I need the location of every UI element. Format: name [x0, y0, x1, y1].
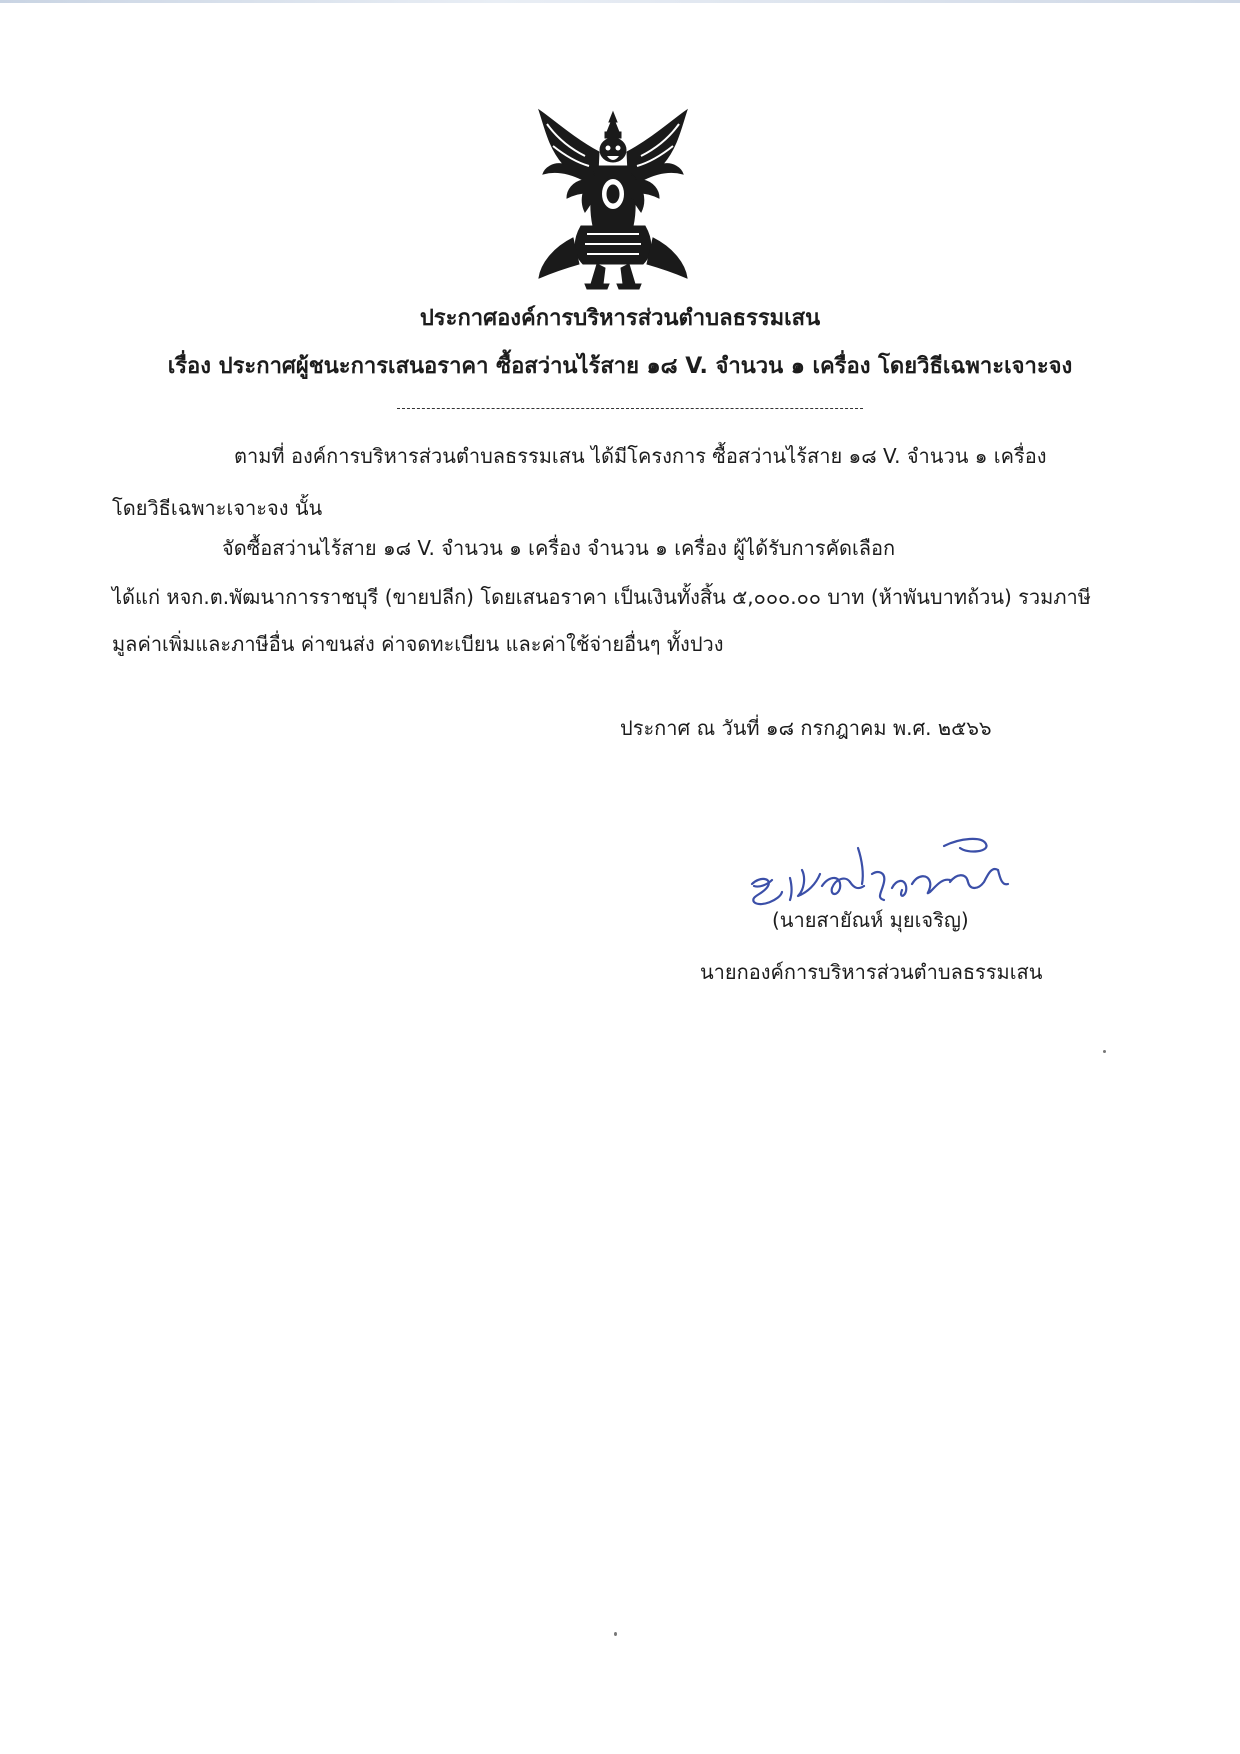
signer-name: (นายสายัณห์ มุยเจริญ)	[772, 908, 969, 932]
scan-speck	[614, 1632, 617, 1636]
announcement-subject: เรื่อง ประกาศผู้ชนะการเสนอราคา ซื้อสว่านไร้สาย ๑๘ V. จำนวน ๑ เครื่อง โดยวิธีเฉพาะเจาะจง	[167, 354, 1073, 379]
handwritten-signature	[746, 826, 1042, 908]
dashed-divider	[397, 408, 863, 409]
scan-edge	[0, 0, 1240, 3]
body-paragraph-2-line-1: จัดซื้อสว่านไร้สาย ๑๘ V. จำนวน ๑ เครื่อง จำนวน ๑ เครื่อง ผู้ได้รับการคัดเลือก	[222, 536, 896, 560]
body-paragraph-2-line-2: ได้แก่ หจก.ต.พัฒนาการราชบุรี (ขายปลีก) โดยเสนอราคา เป็นเงินทั้งสิ้น ๕,๐๐๐.๐๐ บาท (ห้าพันบาทถ้วน) รวมภาษี	[112, 585, 1091, 609]
scan-speck	[1103, 1050, 1106, 1053]
garuda-emblem-icon	[533, 108, 693, 290]
signer-position: นายกองค์การบริหารส่วนตำบลธรรมเสน	[700, 960, 1043, 984]
announcement-title: ประกาศองค์การบริหารส่วนตำบลธรรมเสน	[419, 306, 821, 331]
body-paragraph-2-line-3: มูลค่าเพิ่มและภาษีอื่น ค่าขนส่ง ค่าจดทะเบียน และค่าใช้จ่ายอื่นๆ ทั้งปวง	[112, 632, 724, 656]
body-paragraph-1-line-2: โดยวิธีเฉพาะเจาะจง นั้น	[112, 496, 323, 520]
body-paragraph-1-line-1: ตามที่ องค์การบริหารส่วนตำบลธรรมเสน ได้มีโครงการ ซื้อสว่านไร้สาย ๑๘ V. จำนวน ๑ เครื่อง	[234, 444, 1047, 468]
announcement-date: ประกาศ ณ วันที่ ๑๘ กรกฎาคม พ.ศ. ๒๕๖๖	[620, 716, 992, 740]
